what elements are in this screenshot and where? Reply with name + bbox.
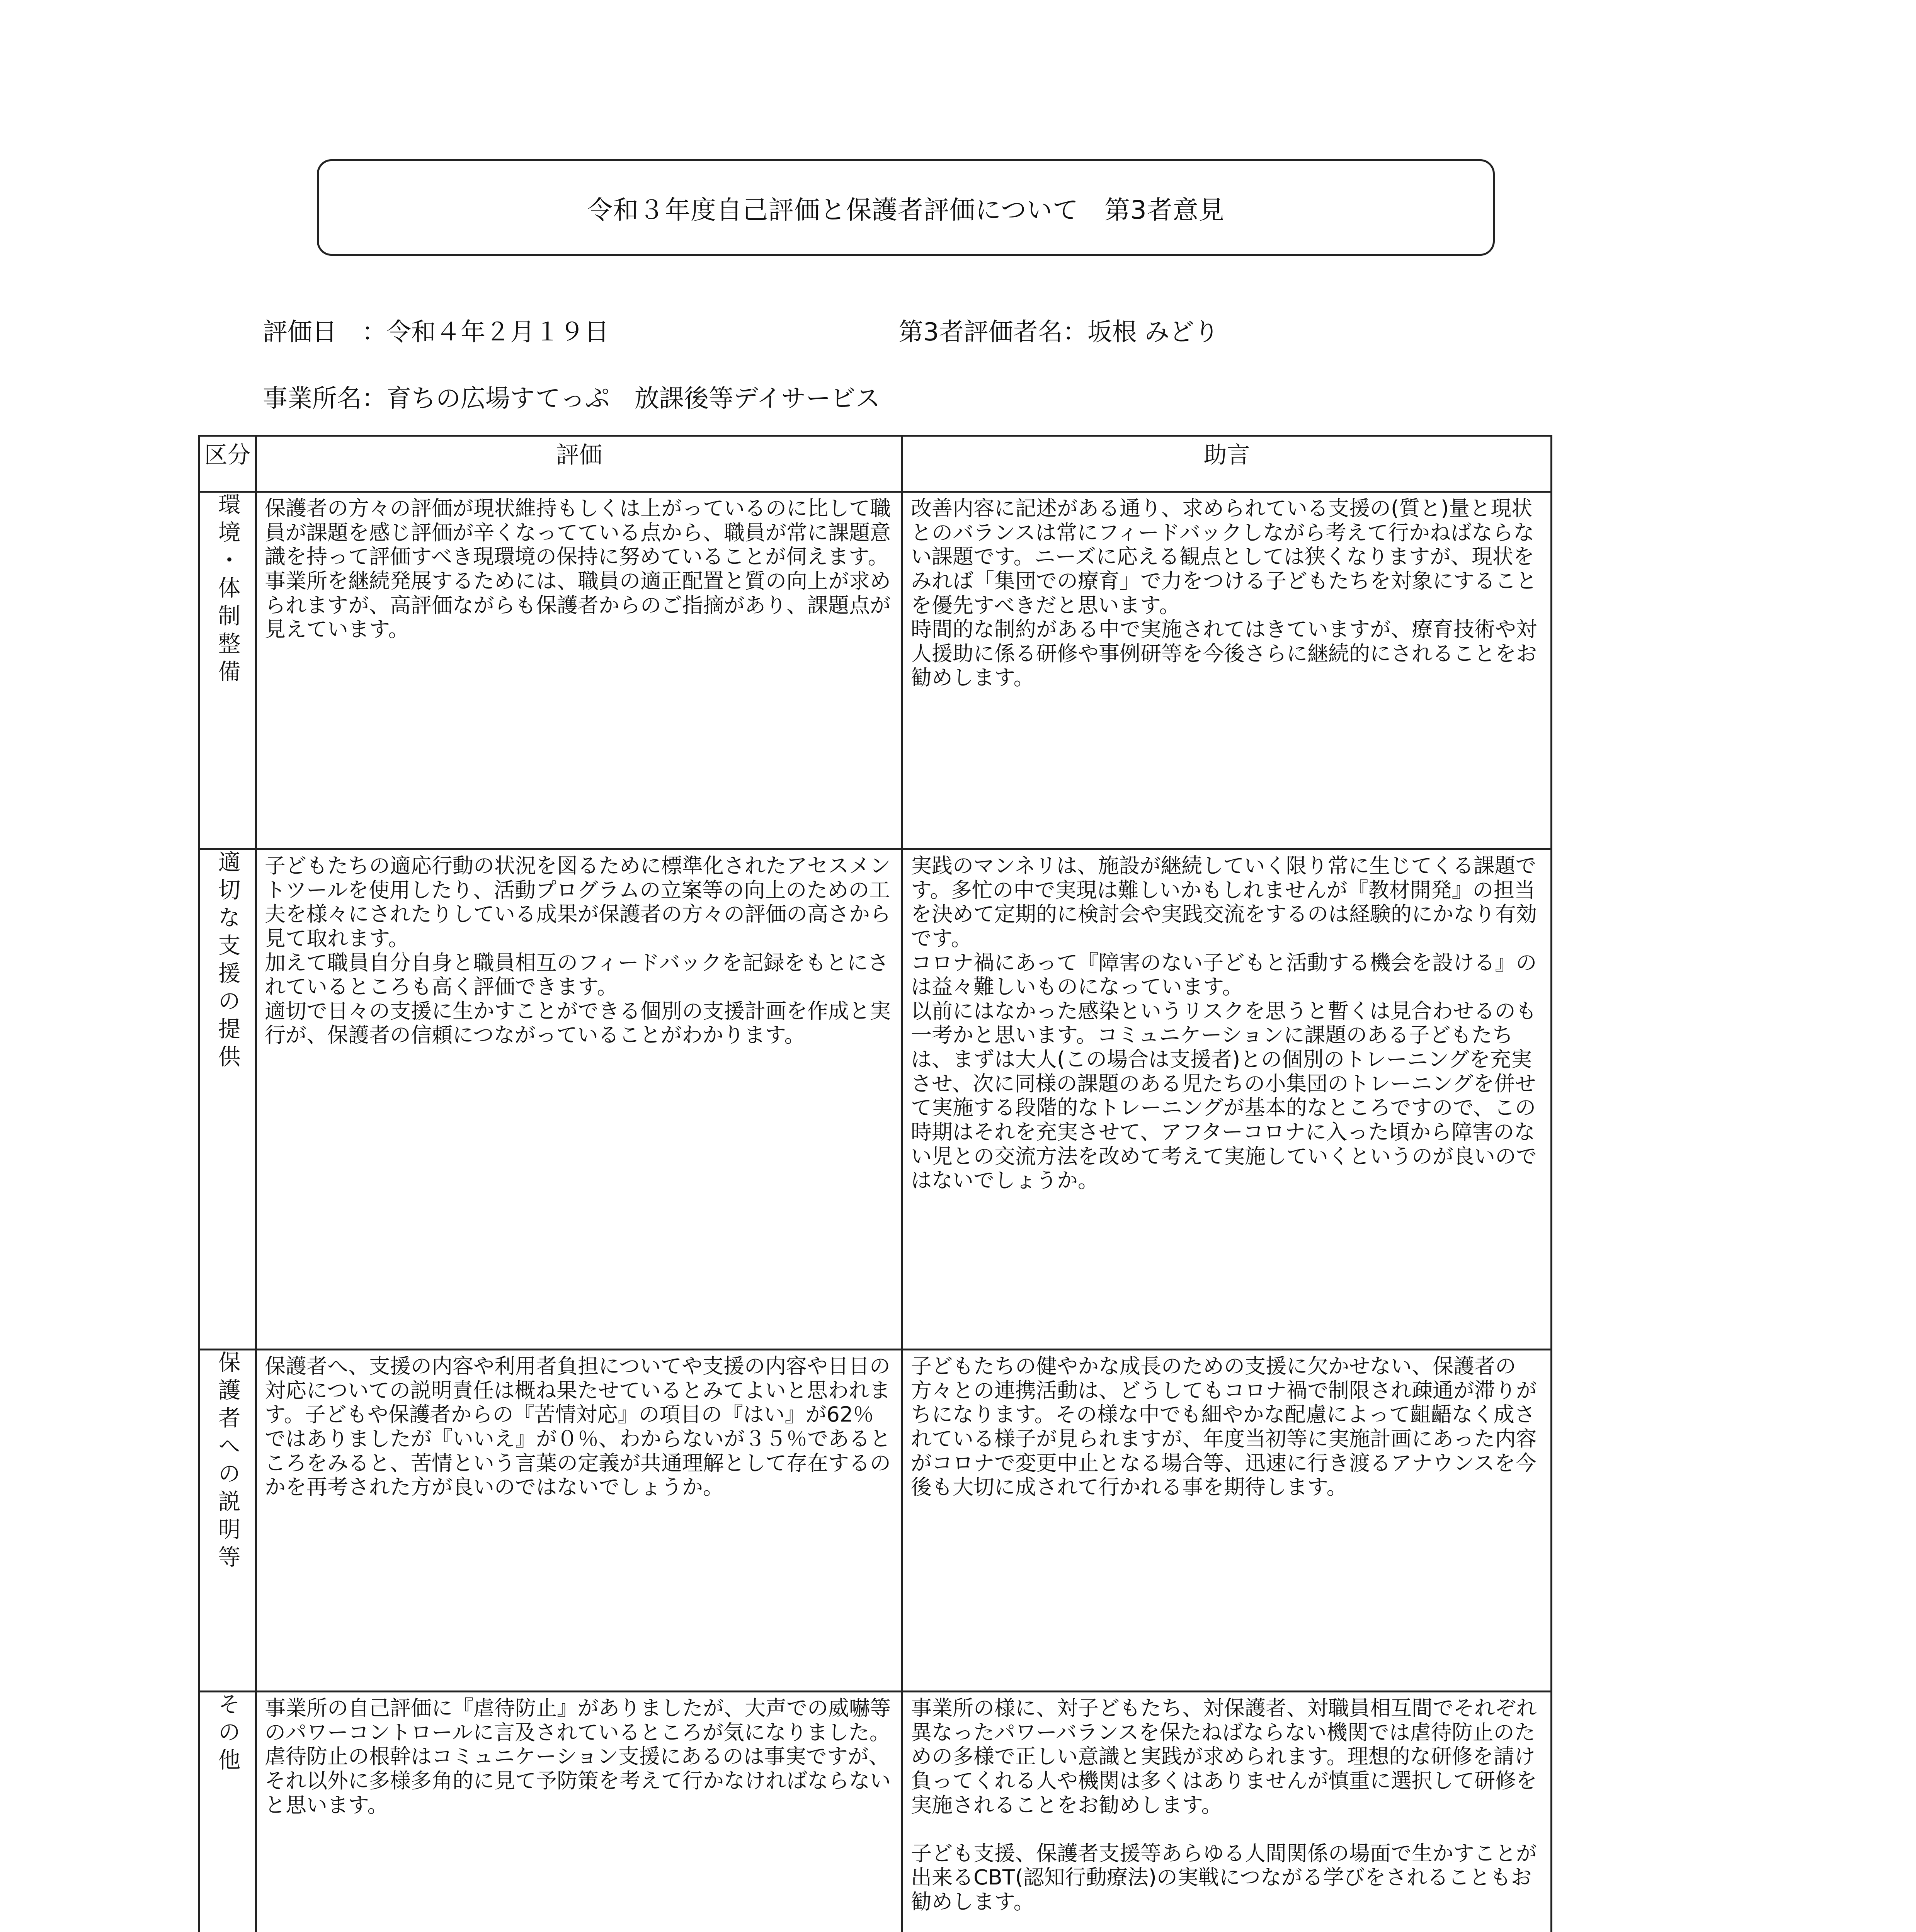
row-category: 適切な支援の提供: [199, 849, 256, 1350]
title-box: [317, 159, 1495, 256]
row-advice: 事業所の様に、対子どもたち、対保護者、対職員相互間でそれぞれ異なったパワーバランスを保たねばならない機関では虐待防止のための多様で正しい意識と実践が求められます。理想的な研修を請け負ってくれる人や機関は多くはありませんが慎重に選択して研修を実施されることをお勧めします。 子ども支援、保護者支援等あらゆる人間関係の場面で生かすことが出来るCBT(認知行動療法)の実戦につながる学びをされることもお勧めします。: [902, 1692, 1552, 1932]
row-evaluation: 事業所の自己評価に『虐待防止』がありましたが、大声での威嚇等のパワーコントロールに言及されているところが気になりました。虐待防止の根幹はコミュニケーション支援にあるのは事実ですが、それ以外に多様多角的に見て予防策を考えて行かなければならないと思います。: [256, 1692, 902, 1932]
header-advice: 助言: [902, 436, 1552, 492]
row-category: 環境・体制整備: [199, 492, 256, 849]
row-advice: 実践のマンネリは、施設が継続していく限り常に生じてくる課題です。多忙の中で実現は難しいかもしれませんが『教材開発』の担当を決めて定期的に検討会や実践交流をするのは経験的にかなり有効です。 コロナ禍にあって『障害のない子どもと活動する機会を設ける』のは益々難しいものになっています。 以前にはなかった感染というリスクを思うと暫くは見合わせるのも一考かと思います。コミュニケーションに課題のある子どもたちは、まずは大人(この場合は支援者)との個別のトレーニングを充実させ、次に同様の課題のある児たちの小集団のトレーニングを併せて実施する段階的なトレーニングが基本的なところですので、この時期はそれを充実させて、アフターコロナに入った頃から障害のない児との交流方法を改めて考えて実施していくというのが良いのではないでしょうか。: [902, 849, 1552, 1350]
row-category: その他: [199, 1692, 256, 1932]
facility-name: 事業所名：育ちの広場すてっぷ 放課後等デイサービス: [263, 384, 880, 413]
row-evaluation: 保護者の方々の評価が現状維持もしくは上がっているのに比して職員が課題を感じ評価が辛くなってている点から、職員が常に課題意識を持って評価すべき現環境の保持に努めていることが伺えます。 事業所を継続発展するためには、職員の適正配置と質の向上が求められますが、高評価ながらも保護者からのご指摘があり、課題点が見えています。: [256, 492, 902, 849]
table-row: [199, 492, 1552, 849]
row-advice: 改善内容に記述がある通り、求められている支援の(質と)量と現状とのバランスは常にフィードバックしながら考えて行かねばならない課題です。ニーズに応える観点としては狭くなりますが、現状をみれば「集団での療育」で力をつける子どもたちを対象にすることを優先すべきだと思います。 時間的な制約がある中で実施されてはきていますが、療育技術や対人援助に係る研修や事例研等を今後さらに継続的にされることをお勧めします。: [902, 492, 1552, 849]
row-evaluation: 保護者へ、支援の内容や利用者負担についてや支援の内容や日日の対応についての説明責任は概ね果たせているとみてよいと思われます。子どもや保護者からの『苦情対応』の項目の『はい』が62％ではありましたが『いいえ』が０％、わからないが３５％であるところをみると、苦情という言葉の定義が共通理解として存在するのかを再考された方が良いのではないでしょうか。: [256, 1350, 902, 1692]
evaluator-name: 第3者評価者名：坂根 みどり: [898, 318, 1219, 347]
evaluation-date: 評価日 ：令和４年２月１９日: [263, 318, 609, 347]
header-evaluation: 評価: [256, 436, 902, 492]
table-row: [199, 1350, 1552, 1692]
table-header-row: [199, 436, 1552, 492]
header-category: 区分: [199, 436, 256, 492]
evaluation-table: [198, 435, 1552, 1932]
document-title: 令和３年度自己評価と保護者評価について 第3者意見: [587, 195, 1225, 225]
row-category: 保護者への説明等: [199, 1350, 256, 1692]
table-row: [199, 1692, 1552, 1932]
table-row: [199, 849, 1552, 1350]
row-evaluation: 子どもたちの適応行動の状況を図るために標準化されたアセスメントツールを使用したり、活動プログラムの立案等の向上のための工夫を様々にされたりしている成果が保護者の方々の評価の高さから見て取れます。 加えて職員自分自身と職員相互のフィードバックを記録をもとにされているところも高く評価できます。 適切で日々の支援に生かすことができる個別の支援計画を作成と実行が、保護者の信頼につながっていることがわかります。: [256, 849, 902, 1350]
row-advice: 子どもたちの健やかな成長のための支援に欠かせない、保護者の方々との連携活動は、どうしてもコロナ禍で制限され疎通が滞りがちになります。その様な中でも細やかな配慮によって齟齬なく成されている様子が見られますが、年度当初等に実施計画にあった内容がコロナで変更中止となる場合等、迅速に行き渡るアナウンスを今後も大切に成されて行かれる事を期待します。: [902, 1350, 1552, 1692]
